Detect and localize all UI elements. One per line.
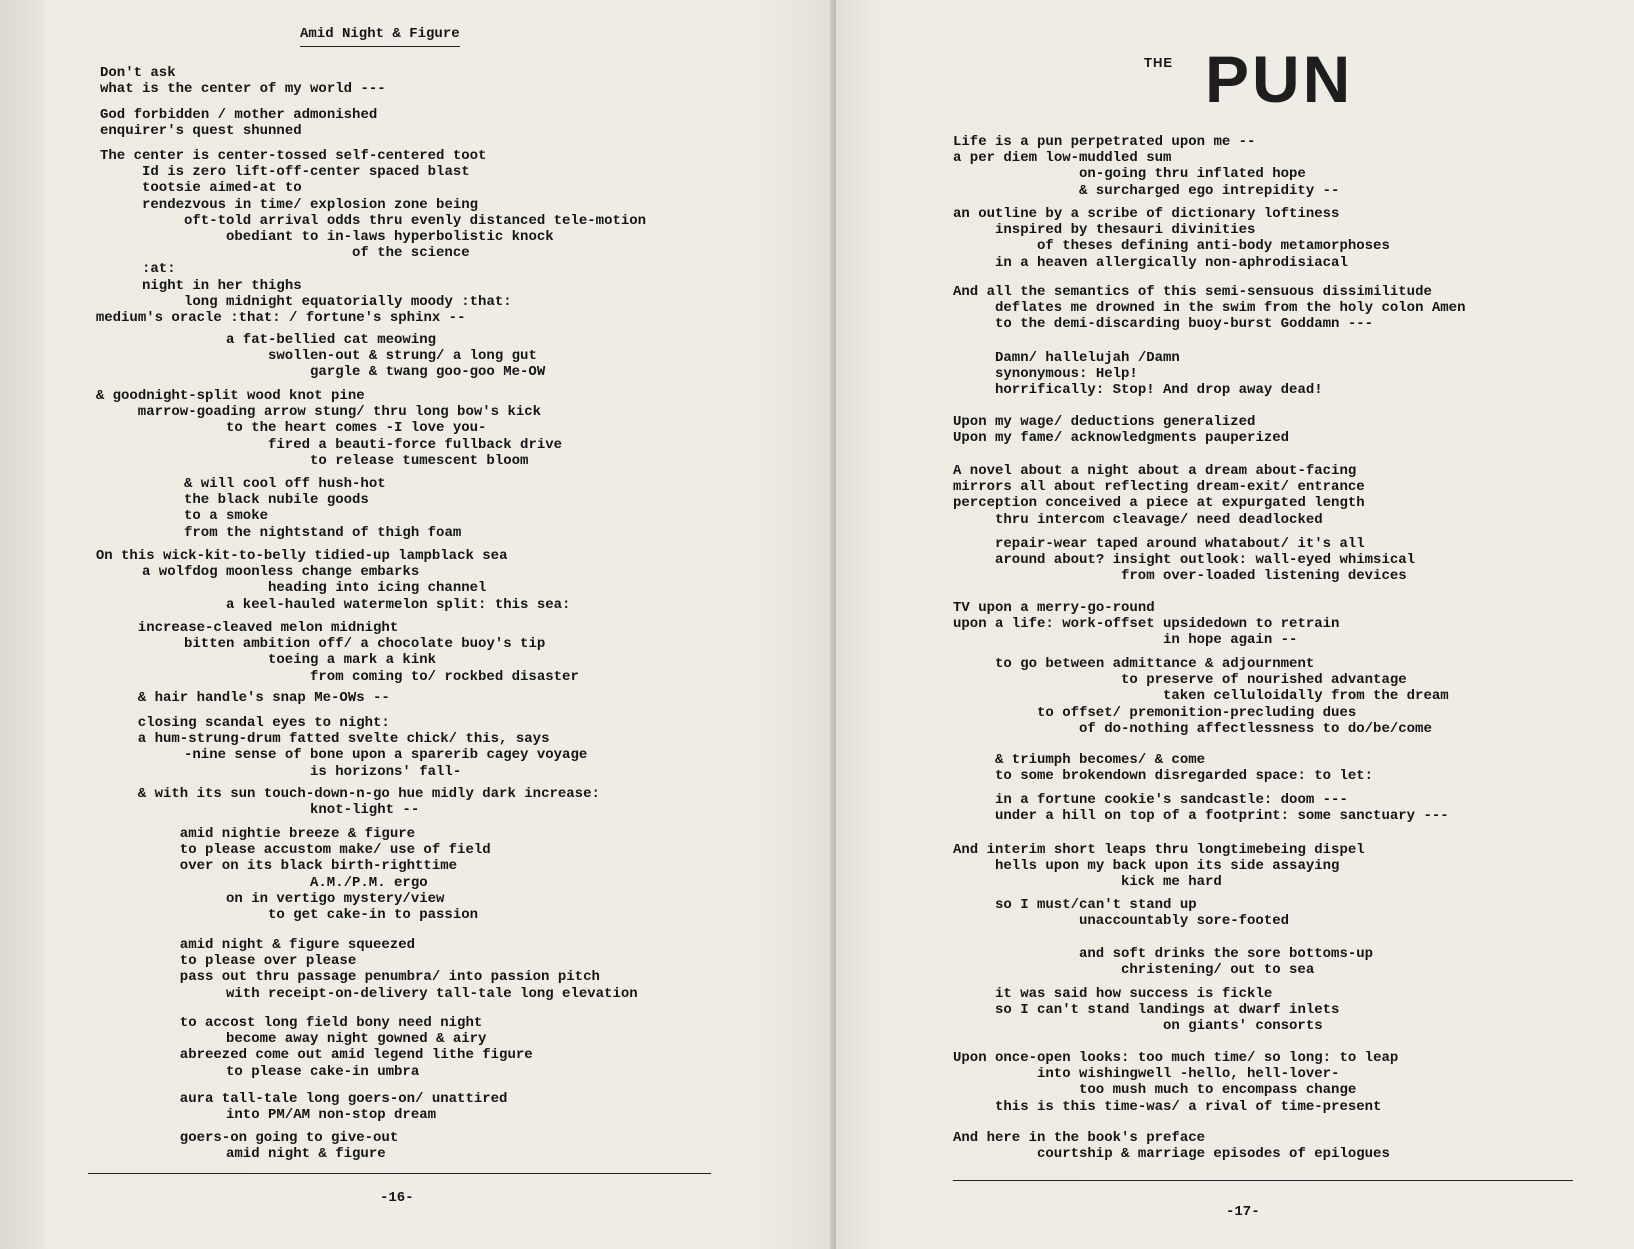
poem-line: to preserve of nourished advantage — [1121, 672, 1407, 689]
poem-line: & will cool off hush-hot — [184, 476, 386, 492]
stanza — [953, 463, 1365, 528]
poem-line: the black nubile goods — [184, 492, 369, 509]
stanza — [100, 1015, 533, 1080]
poem-line: to offset/ premonition-precluding dues — [1037, 704, 1357, 721]
poem-line: to the heart comes -I love you- — [226, 420, 487, 437]
stanza — [100, 107, 377, 139]
poem-line: is horizons' fall- — [310, 763, 462, 780]
poem-line: to get cake-in to passion — [268, 906, 479, 923]
poem-line: in a fortune cookie's sandcastle: doom --- — [995, 792, 1348, 808]
stanza — [953, 946, 1373, 978]
poem-line: this is this time-was/ a rival of time-present — [995, 1098, 1382, 1115]
poem-line: a keel-hauled watermelon split: this sea: — [226, 596, 571, 613]
stanza — [100, 786, 600, 818]
poem-line: hells upon my back upon its side assaying — [995, 858, 1340, 875]
poem-line: rendezvous in time/ explosion zone being — [142, 196, 479, 213]
stanza — [953, 600, 1339, 649]
poem-line: And all the semantics of this semi-sensuous dissimilitude — [953, 284, 1432, 300]
stanza — [95, 388, 563, 469]
poem-line: amid night & figure squeezed — [179, 937, 416, 953]
poem-line: of the science — [352, 245, 470, 262]
poem-line: on giants' consorts — [1163, 1018, 1323, 1035]
footer-rule-left — [88, 1173, 711, 1174]
poem-line: a hum-strung-drum fatted svelte chick/ this, says — [137, 731, 550, 748]
poem-line: so I must/can't stand up — [995, 897, 1197, 913]
poem-line: night in her thighs — [142, 277, 302, 294]
poem-line: of do-nothing affectlessness to do/be/come — [1079, 720, 1432, 737]
poem-line: repair-wear taped around whatabout/ it's all — [995, 536, 1365, 552]
poem-line: to go between admittance & adjournment — [995, 656, 1315, 672]
right-page — [836, 0, 1634, 1249]
poem-line: to please cake-in umbra — [226, 1063, 420, 1080]
poem-line: to please over please — [179, 953, 357, 970]
poem-line: taken celluloidally from the dream — [1163, 688, 1449, 705]
poem-line: increase-cleaved melon midnight — [137, 620, 399, 636]
poem-line: perception conceived a piece at expurgated length — [953, 495, 1365, 512]
poem-line: & surcharged ego intrepidity -- — [1079, 182, 1340, 199]
stanza — [100, 715, 587, 780]
poem-line: obediant to in-laws hyperbolistic knock — [226, 228, 554, 245]
poem-line: And here in the book's preface — [953, 1130, 1206, 1146]
poem-line: into wishingwell -hello, hell-lover- — [1037, 1066, 1340, 1083]
poem-line: long midnight equatorially moody :that: — [184, 293, 512, 310]
poem-line: unaccountably sore-footed — [1079, 913, 1290, 930]
poem-line: synonymous: Help! — [995, 366, 1138, 383]
poem-line: from over-loaded listening devices — [1121, 568, 1407, 585]
poem-line: horrifically: Stop! And drop away dead! — [995, 382, 1323, 399]
stanza — [100, 690, 390, 706]
poem-line: & with its sun touch-down-n-go hue midly dark increase: — [137, 786, 600, 802]
poem-line: God forbidden / mother admonished — [100, 107, 378, 123]
poem-title-right: PUN — [1205, 42, 1354, 116]
poem-line: a per diem low-muddled sum — [953, 150, 1172, 167]
stanza — [100, 937, 638, 1002]
poem-line: to accost long field bony need night — [179, 1015, 483, 1031]
stanza — [953, 1050, 1398, 1115]
poem-line: On this wick-kit-to-belly tidied-up lampblack sea — [95, 548, 508, 564]
poem-line: an outline by a scribe of dictionary loftiness — [953, 206, 1340, 222]
poem-line: from the nightstand of thigh foam — [184, 524, 462, 541]
stanza — [953, 792, 1449, 824]
stanza — [100, 1130, 398, 1162]
poem-line: courtship & marriage episodes of epilogues — [1037, 1146, 1390, 1163]
stanza — [95, 548, 571, 613]
poem-line: amid night & figure — [226, 1146, 386, 1163]
poem-line: :at: — [142, 261, 176, 278]
stanza — [953, 842, 1365, 891]
poem-line: marrow-goading arrow stung/ thru long bow's kick — [137, 404, 542, 421]
stanza — [953, 536, 1415, 585]
poem-line: & triumph becomes/ & come — [995, 752, 1206, 768]
stanza — [953, 206, 1390, 271]
poem-line: become away night gowned & airy — [226, 1031, 487, 1048]
poem-line: The center is center-tossed self-centered toot — [100, 148, 487, 164]
poem-line: heading into icing channel — [268, 580, 487, 597]
poem-line: in hope again -- — [1163, 632, 1298, 649]
poem-line: of theses defining anti-body metamorphoses — [1037, 238, 1390, 255]
poem-line: toeing a mark a kink — [268, 652, 437, 669]
poem-title-left: Amid Night & Figure — [300, 26, 460, 47]
poem-line: Upon once-open looks: too much time/ so long: to leap — [953, 1050, 1399, 1066]
page-number-right: -17- — [1226, 1204, 1260, 1220]
poem-line: Damn/ hallelujah /Damn — [995, 350, 1180, 366]
stanza — [100, 332, 545, 381]
poem-line: with receipt-on-delivery tall-tale long elevation — [226, 985, 638, 1002]
poem-line: TV upon a merry-go-round — [953, 600, 1155, 616]
poem-line: abreezed come out amid legend lithe figure — [179, 1047, 533, 1064]
stanza — [100, 826, 491, 923]
poem-line: goers-on going to give-out — [179, 1130, 399, 1146]
poem-line: -nine sense of bone upon a sparerib cagey voyage — [184, 747, 588, 764]
poem-line: over on its black birth-righttime — [179, 858, 458, 875]
poem-title-prefix: THE — [1144, 55, 1173, 70]
poem-line: to some brokendown disregarded space: to let: — [995, 768, 1374, 785]
poem-line: aura tall-tale long goers-on/ unattired — [179, 1091, 508, 1107]
poem-line: A.M./P.M. ergo — [310, 874, 428, 891]
stanza — [100, 65, 386, 97]
poem-line: a fat-bellied cat meowing — [226, 332, 437, 348]
footer-rule-right — [953, 1180, 1573, 1181]
poem-line: Id is zero lift-off-center spaced blast — [142, 164, 470, 181]
poem-line: Upon my wage/ deductions generalized — [953, 414, 1256, 430]
stanza — [95, 148, 647, 326]
poem-line: under a hill on top of a footprint: some sanctuary --- — [995, 808, 1449, 825]
poem-line: & goodnight-split wood knot pine — [95, 388, 365, 404]
poem-line: to release tumescent bloom — [310, 452, 529, 469]
poem-line: fired a beauti-force fullback drive — [268, 436, 563, 453]
stanza — [953, 414, 1289, 446]
poem-line: so I can't stand landings at dwarf inlets — [995, 1002, 1340, 1019]
stanza — [100, 1091, 507, 1123]
poem-line: medium's oracle :that: / fortune's sphinx -- — [95, 309, 466, 326]
poem-line: and soft drinks the sore bottoms-up — [1079, 946, 1374, 962]
poem-line: amid nightie breeze & figure — [179, 826, 416, 842]
poem-line: thru intercom cleavage/ need deadlocked — [995, 511, 1323, 528]
poem-line: And interim short leaps thru longtimebeing dispel — [953, 842, 1365, 858]
poem-line: closing scandal eyes to night: — [137, 715, 390, 731]
poem-line: A novel about a night about a dream about-facing — [953, 463, 1357, 479]
poem-line: into PM/AM non-stop dream — [226, 1107, 437, 1124]
poem-line: pass out thru passage penumbra/ into passion pitch — [179, 969, 600, 986]
stanza — [953, 1130, 1390, 1162]
poem-line: from coming to/ rockbed disaster — [310, 668, 579, 685]
poem-line: it was said how success is fickle — [995, 986, 1273, 1002]
poem-line: enquirer's quest shunned — [100, 123, 302, 140]
stanza — [953, 656, 1449, 737]
poem-line: on-going thru inflated hope — [1079, 166, 1306, 183]
poem-line: too mush much to encompass change — [1079, 1082, 1357, 1099]
poem-line: to please accustom make/ use of field — [179, 842, 491, 859]
poem-line: Life is a pun perpetrated upon me -- — [953, 134, 1256, 150]
stanza — [100, 620, 579, 685]
poem-line: what is the center of my world --- — [100, 81, 386, 98]
poem-line: upon a life: work-offset upsidedown to retrain — [953, 616, 1340, 633]
poem-line: oft-told arrival odds thru evenly distanced tele-motion — [184, 212, 647, 229]
poem-line: deflates me drowned in the swim from the holy colon Amen — [995, 300, 1466, 317]
poem-line: a wolfdog moonless change embarks — [142, 564, 420, 581]
poem-line: on in vertigo mystery/view — [226, 890, 445, 907]
poem-line: tootsie aimed-at to — [142, 180, 302, 197]
poem-line: around about? insight outlook: wall-eyed whimsical — [995, 552, 1416, 569]
page-number-left: -16- — [380, 1190, 414, 1206]
stanza — [953, 986, 1339, 1035]
poem-line: gargle & twang goo-goo Me-OW — [310, 364, 546, 381]
poem-line: to a smoke — [184, 508, 269, 525]
poem-line: inspired by thesauri divinities — [995, 222, 1256, 239]
poem-line: knot-light -- — [310, 802, 420, 819]
stanza — [100, 476, 461, 541]
poem-line: to the demi-discarding buoy-burst Goddamn --- — [995, 316, 1374, 333]
poem-line: christening/ out to sea — [1121, 962, 1315, 979]
poem-line: swollen-out & strung/ a long gut — [268, 348, 537, 365]
poem-line: Don't ask — [100, 65, 176, 81]
poem-line: Upon my fame/ acknowledgments pauperized — [953, 430, 1290, 447]
poem-line: kick me hard — [1121, 874, 1222, 891]
page-edge-shadow — [0, 0, 44, 1249]
poem-line: & hair handle's snap Me-OWs -- — [137, 690, 390, 706]
stanza — [953, 897, 1289, 929]
poem-line: in a heaven allergically non-aphrodisiacal — [995, 254, 1348, 271]
stanza — [953, 134, 1339, 199]
poem-line: mirrors all about reflecting dream-exit/ entrance — [953, 479, 1365, 496]
stanza — [953, 752, 1373, 784]
stanza — [953, 284, 1465, 333]
stanza — [953, 350, 1323, 399]
poem-line: bitten ambition off/ a chocolate buoy's tip — [184, 636, 546, 653]
